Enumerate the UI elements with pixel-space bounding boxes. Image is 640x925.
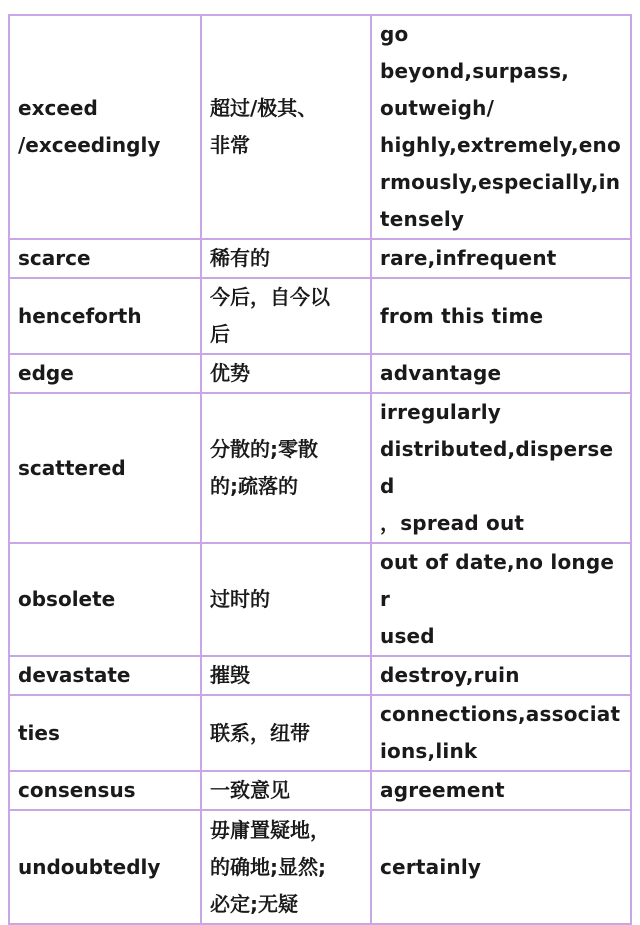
chinese-meaning-cell: 今后，自今以 后 [201, 278, 371, 354]
table-row [9, 354, 631, 393]
table-row [9, 695, 631, 771]
synonyms-cell: out of date,no longer used [371, 543, 631, 656]
word-cell: obsolete [9, 543, 201, 656]
word-cell: scarce [9, 239, 201, 278]
chinese-meaning-cell: 过时的 [201, 543, 371, 656]
vocabulary-sheet [8, 14, 624, 925]
vocabulary-table [8, 14, 632, 925]
table-row [9, 239, 631, 278]
word-cell: consensus [9, 771, 201, 810]
synonyms-cell: irregularly distributed,dispersed ，spread out [371, 393, 631, 543]
chinese-meaning-cell: 稀有的 [201, 239, 371, 278]
word-cell: devastate [9, 656, 201, 695]
table-row [9, 15, 631, 239]
synonyms-cell: destroy,ruin [371, 656, 631, 695]
word-cell: henceforth [9, 278, 201, 354]
chinese-meaning-cell: 超过/极其、 非常 [201, 15, 371, 239]
chinese-meaning-cell: 联系，纽带 [201, 695, 371, 771]
synonyms-cell: advantage [371, 354, 631, 393]
synonyms-cell: rare,infrequent [371, 239, 631, 278]
word-cell: exceed /exceedingly [9, 15, 201, 239]
table-row [9, 656, 631, 695]
chinese-meaning-cell: 一致意见 [201, 771, 371, 810]
chinese-meaning-cell: 分散的;零散 的;疏落的 [201, 393, 371, 543]
synonyms-cell: certainly [371, 810, 631, 924]
synonyms-cell: connections,associat ions,link [371, 695, 631, 771]
chinese-meaning-cell: 毋庸置疑地， 的确地;显然; 必定;无疑 [201, 810, 371, 924]
table-row [9, 278, 631, 354]
chinese-meaning-cell: 优势 [201, 354, 371, 393]
synonyms-cell: agreement [371, 771, 631, 810]
word-cell: ties [9, 695, 201, 771]
table-row [9, 543, 631, 656]
word-cell: scattered [9, 393, 201, 543]
table-row [9, 771, 631, 810]
chinese-meaning-cell: 摧毁 [201, 656, 371, 695]
table-row [9, 393, 631, 543]
synonyms-cell: from this time [371, 278, 631, 354]
word-cell: undoubtedly [9, 810, 201, 924]
table-row [9, 810, 631, 924]
synonyms-cell: go beyond,surpass, outweigh/ highly,extremely,eno rmously,especially,in tensely [371, 15, 631, 239]
word-cell: edge [9, 354, 201, 393]
